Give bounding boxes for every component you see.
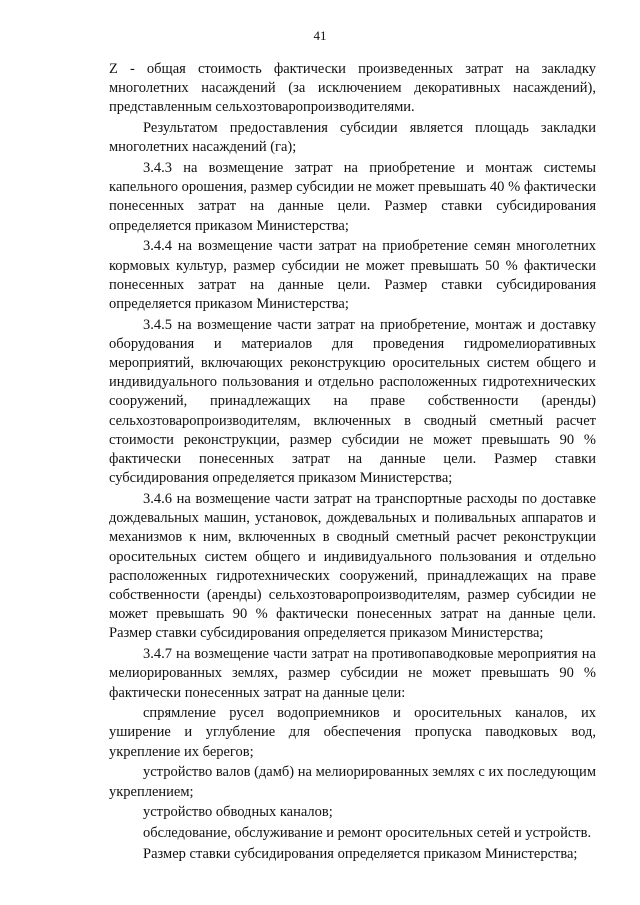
paragraph-3-4-4: 3.4.4 на возмещение части затрат на приобретение семян многолетних кормовых культур, размер субсидии не может превышать 50 % фактически понесенных затрат на данные цели. Размер ставки субсидирования определяется приказом Министерства;	[109, 238, 596, 312]
list-item-straightening: спрямление русел водоприемников и оросительных каналов, их уширение и углубление для обеспечения пропуска паводковых вод, укрепление их берегов;	[109, 705, 596, 760]
list-item-embankments: устройство валов (дамб) на мелиорированных землях с их последующим укреплением;	[109, 764, 596, 800]
paragraph-3-4-7: 3.4.7 на возмещение части затрат на противопаводковые мероприятия на мелиорированных землях, размер субсидии не может превышать 90 % фактически понесенных затрат на данные цели:	[109, 646, 596, 701]
list-item-inspection: обследование, обслуживание и ремонт оросительных сетей и устройств.	[143, 824, 592, 841]
paragraph-rate: Размер ставки субсидирования определяется приказом Министерства;	[143, 845, 578, 862]
document-body	[109, 60, 596, 865]
paragraph-subsidy-result: Результатом предоставления субсидии является площадь закладки многолетних насаждений (га);	[109, 120, 596, 156]
page-number: 41	[313, 28, 327, 43]
paragraph-3-4-6: 3.4.6 на возмещение части затрат на транспортные расходы по доставке дождевальных машин, установок, дождевальных и поливальных аппаратов и механизмов к ним, включенных в сводный сметный расчет реконструкции оросительных систем общего и индивидуального пользования и отдельно расположенных гидротехнических сооружений, принадлежащих на праве собственности (аренды) сельхозтоваропроизводителям, размер субсидии не может превышать 90 % фактически понесенных затрат на данные цели. Размер ставки субсидирования определяется приказом Министерства;	[109, 490, 596, 642]
paragraph-3-4-5: 3.4.5 на возмещение части затрат на приобретение, монтаж и доставку оборудования и материалов для проведения гидромелиоративных мероприятий, включающих реконструкцию оросительных систем общего и индивидуального пользования и отдельно расположенных гидротехнических сооружений, принадлежащих на праве собственности (аренды) сельхозтоваропроизводителям, включенных в сводный сметный расчет стоимости реконструкции, размер субсидии не может превышать 90 % фактически понесенных затрат на данные цели. Размер ставки субсидирования определяется приказом Министерства;	[109, 316, 596, 487]
paragraph-formula-z: Z - общая стоимость фактически произведенных затрат на закладку многолетних насаждений (за исключением декоративных насаждений), представленным сельхозтоваропроизводителями.	[109, 61, 596, 116]
paragraph-3-4-3: 3.4.3 на возмещение затрат на приобретение и монтаж системы капельного орошения, размер субсидии не может превышать 40 % фактически понесенных затрат на данные цели. Размер ставки субсидирования определяется приказом Министерства;	[109, 160, 596, 234]
list-item-bypass-channels: устройство обводных каналов;	[143, 804, 333, 821]
